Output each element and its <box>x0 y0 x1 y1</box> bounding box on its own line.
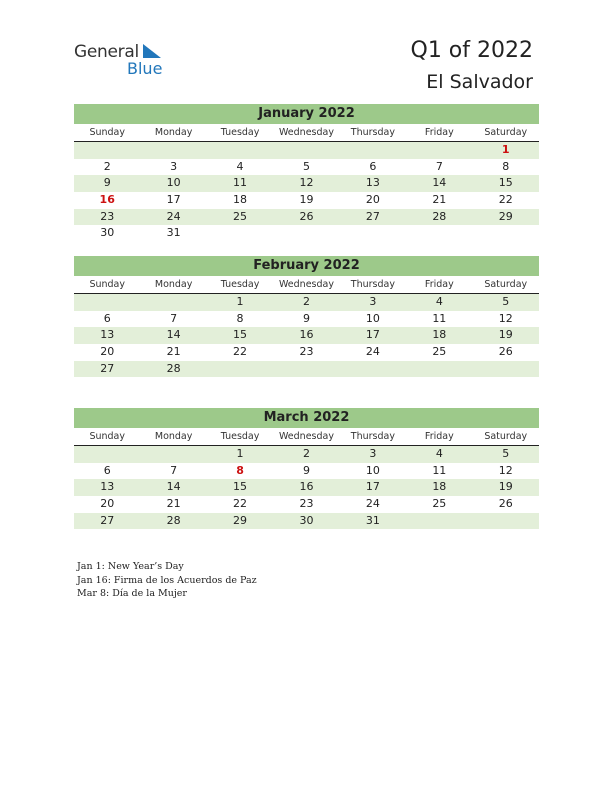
day-cell: 10 <box>365 463 380 477</box>
day-cell <box>207 361 273 378</box>
day-cell: 20 <box>365 193 380 207</box>
holiday-note: Jan 1: New Year’s Day <box>77 561 184 572</box>
day-cell: 25 <box>432 497 447 511</box>
day-cell: 26 <box>498 345 513 359</box>
day-cell: 2 <box>302 447 310 460</box>
day-cell <box>473 361 539 378</box>
day-cell <box>473 225 539 242</box>
day-cell: 2 <box>302 295 310 308</box>
day-cell: 28 <box>166 361 181 375</box>
weekday-label: Saturday <box>484 431 528 442</box>
weekday-label: Wednesday <box>278 431 334 442</box>
day-cell: 23 <box>299 497 314 511</box>
day-cell: 29 <box>233 513 248 527</box>
week-row <box>74 463 539 480</box>
day-cell: 15 <box>233 328 248 342</box>
weekday-label: Tuesday <box>220 431 260 442</box>
day-cell: 8 <box>502 159 510 173</box>
day-cell: 14 <box>166 328 181 342</box>
day-cell: 4 <box>435 295 443 308</box>
day-cell: 20 <box>100 497 115 511</box>
weekday-label: Sunday <box>89 127 125 138</box>
day-cell: 2 <box>103 159 111 173</box>
day-cell: 30 <box>299 513 314 527</box>
day-cell: 14 <box>432 176 447 190</box>
weekday-label: Monday <box>154 279 193 290</box>
day-cell <box>74 294 140 311</box>
day-cell <box>473 513 539 530</box>
day-cell: 25 <box>233 209 248 223</box>
weekday-label: Friday <box>424 127 454 138</box>
day-cell: 5 <box>502 447 510 460</box>
month-calendar <box>74 104 539 242</box>
weekday-label: Thursday <box>350 127 395 138</box>
day-cell: 10 <box>166 176 181 190</box>
weekday-label: Tuesday <box>220 127 260 138</box>
month-title: March 2022 <box>74 408 539 428</box>
day-cell <box>207 142 273 159</box>
day-cell: 3 <box>170 159 178 173</box>
day-cell: 21 <box>432 193 447 207</box>
day-cell: 6 <box>369 159 377 173</box>
day-cell <box>140 446 206 463</box>
weekday-label: Saturday <box>484 279 528 290</box>
day-cell: 13 <box>365 176 380 190</box>
day-cell <box>74 446 140 463</box>
day-cell: 27 <box>365 209 380 223</box>
day-cell: 27 <box>100 361 115 375</box>
weekday-label: Sunday <box>89 279 125 290</box>
day-cell: 14 <box>166 480 181 494</box>
day-cell: 24 <box>365 497 380 511</box>
weekday-label: Thursday <box>350 279 395 290</box>
weekday-label: Wednesday <box>278 279 334 290</box>
logo-text-blue: Blue <box>127 59 163 78</box>
day-cell: 28 <box>432 209 447 223</box>
day-cell <box>74 142 140 159</box>
weekday-label: Sunday <box>89 431 125 442</box>
day-cell: 12 <box>498 311 513 325</box>
generalblue-logo <box>74 42 174 78</box>
day-cell: 11 <box>432 311 447 325</box>
day-cell: 19 <box>498 328 513 342</box>
day-cell: 16 <box>299 328 314 342</box>
day-cell: 6 <box>103 463 111 477</box>
day-cell: 31 <box>365 513 380 527</box>
day-cell: 7 <box>170 311 178 325</box>
month-calendar <box>74 408 539 529</box>
week-row <box>74 311 539 328</box>
day-cell: 19 <box>299 193 314 207</box>
week-row <box>74 294 539 311</box>
day-cell: 22 <box>498 193 513 207</box>
day-cell: 8 <box>236 311 244 325</box>
week-row <box>74 344 539 361</box>
day-cell <box>406 361 472 378</box>
page-title: Q1 of 2022 <box>410 38 533 63</box>
day-cell: 29 <box>498 209 513 223</box>
day-cell: 9 <box>302 463 310 477</box>
day-cell: 19 <box>498 480 513 494</box>
day-cell: 3 <box>369 447 377 460</box>
day-cell: 22 <box>233 345 248 359</box>
holiday-day-cell: 16 <box>99 193 115 207</box>
weekday-label: Tuesday <box>220 279 260 290</box>
week-row <box>74 479 539 496</box>
day-cell: 15 <box>233 480 248 494</box>
day-cell: 27 <box>100 513 115 527</box>
weekday-header-row <box>74 124 539 142</box>
day-cell: 7 <box>435 159 443 173</box>
day-cell: 13 <box>100 480 115 494</box>
day-cell: 26 <box>299 209 314 223</box>
day-cell: 11 <box>233 176 248 190</box>
day-cell: 17 <box>365 480 380 494</box>
logo-text-general: General <box>74 42 139 62</box>
day-cell: 4 <box>435 447 443 460</box>
day-cell <box>340 142 406 159</box>
day-cell: 30 <box>100 226 115 240</box>
month-title: February 2022 <box>74 256 539 276</box>
day-cell: 16 <box>299 480 314 494</box>
day-cell: 25 <box>432 345 447 359</box>
weekday-label: Thursday <box>350 431 395 442</box>
week-row <box>74 446 539 463</box>
holiday-notes <box>77 560 257 601</box>
country-name: El Salvador <box>426 71 533 93</box>
week-row <box>74 361 539 378</box>
day-cell <box>140 142 206 159</box>
day-cell: 6 <box>103 311 111 325</box>
month-calendar <box>74 256 539 377</box>
day-cell: 4 <box>236 159 244 173</box>
day-cell: 5 <box>302 159 310 173</box>
day-cell: 18 <box>432 480 447 494</box>
week-row <box>74 513 539 530</box>
day-cell: 1 <box>236 295 244 308</box>
holiday-day-cell: 8 <box>236 463 244 477</box>
day-cell: 28 <box>166 513 181 527</box>
day-cell <box>207 225 273 242</box>
day-cell: 18 <box>233 193 248 207</box>
day-cell <box>406 513 472 530</box>
weekday-header-row <box>74 428 539 446</box>
day-cell: 10 <box>365 311 380 325</box>
day-cell: 17 <box>365 328 380 342</box>
day-cell: 7 <box>170 463 178 477</box>
day-cell: 9 <box>103 176 111 190</box>
day-cell: 31 <box>166 226 181 240</box>
day-cell: 21 <box>166 497 181 511</box>
day-cell: 24 <box>166 209 181 223</box>
day-cell: 5 <box>502 295 510 308</box>
weekday-label: Wednesday <box>278 127 334 138</box>
week-row <box>74 496 539 513</box>
day-cell <box>406 142 472 159</box>
weekday-label: Monday <box>154 431 193 442</box>
week-row <box>74 175 539 192</box>
weekday-label: Monday <box>154 127 193 138</box>
week-row <box>74 225 539 242</box>
day-cell <box>273 361 339 378</box>
day-cell <box>340 361 406 378</box>
day-cell: 9 <box>302 311 310 325</box>
day-cell: 23 <box>299 345 314 359</box>
day-cell: 17 <box>166 193 181 207</box>
day-cell: 18 <box>432 328 447 342</box>
day-cell: 3 <box>369 295 377 308</box>
weekday-header-row <box>74 276 539 294</box>
day-cell: 11 <box>432 463 447 477</box>
day-cell <box>340 225 406 242</box>
week-row <box>74 192 539 209</box>
day-cell <box>273 142 339 159</box>
day-cell: 1 <box>236 447 244 460</box>
day-cell <box>273 225 339 242</box>
holiday-note: Mar 8: Día de la Mujer <box>77 588 187 599</box>
day-cell: 12 <box>299 176 314 190</box>
week-row <box>74 327 539 344</box>
weekday-label: Saturday <box>484 127 528 138</box>
day-cell <box>140 294 206 311</box>
holiday-day-cell: 1 <box>501 143 510 156</box>
day-cell: 22 <box>233 497 248 511</box>
week-row <box>74 209 539 226</box>
holiday-note: Jan 16: Firma de los Acuerdos de Paz <box>77 574 257 586</box>
day-cell: 15 <box>498 176 513 190</box>
month-title: January 2022 <box>74 104 539 124</box>
day-cell: 13 <box>100 328 115 342</box>
day-cell: 24 <box>365 345 380 359</box>
weekday-label: Friday <box>424 279 454 290</box>
day-cell: 21 <box>166 345 181 359</box>
day-cell: 23 <box>100 209 115 223</box>
weekday-label: Friday <box>424 431 454 442</box>
week-row <box>74 159 539 176</box>
week-row <box>74 142 539 159</box>
day-cell: 12 <box>498 463 513 477</box>
day-cell <box>406 225 472 242</box>
day-cell: 20 <box>100 345 115 359</box>
day-cell: 26 <box>498 497 513 511</box>
